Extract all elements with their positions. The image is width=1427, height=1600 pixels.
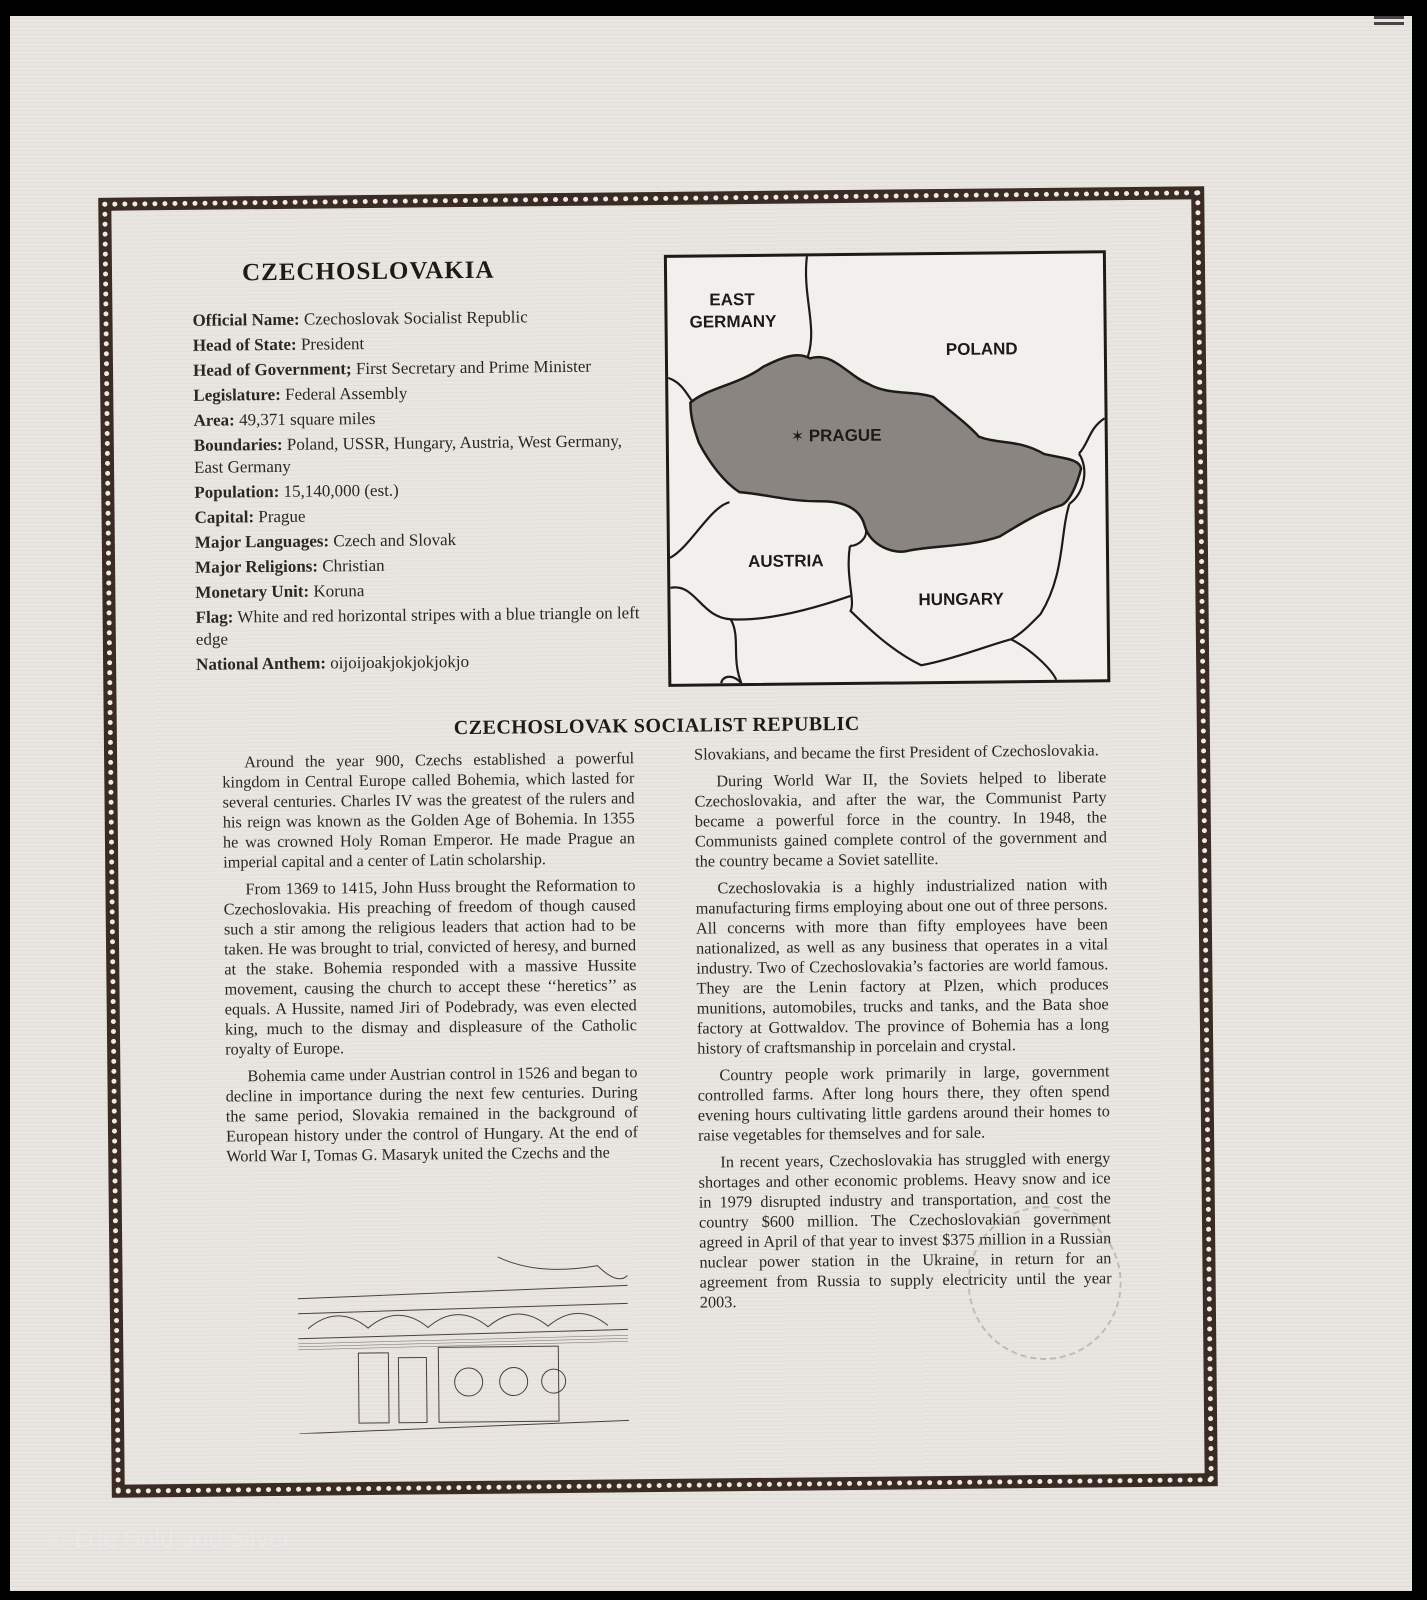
fact-label: Head of State: bbox=[192, 334, 297, 355]
paragraph: Slovakians, and became the first President of Czechoslovakia. bbox=[693, 740, 1099, 764]
fact-capital bbox=[194, 502, 644, 529]
fact-label: Major Religions: bbox=[194, 556, 319, 577]
fact-monetary-unit bbox=[195, 577, 645, 604]
fact-languages bbox=[195, 527, 645, 554]
corner-mark bbox=[1374, 16, 1404, 19]
paragraph: Country people work primarily in large, government controlled farms. After long hours there, they often spend evening hours cultivating little gardens around their homes to raise vegetables for themselves and for sale. bbox=[697, 1061, 1110, 1145]
paragraph: In recent years, Czechoslovakia has struggled with energy shortages and other economic problems. Heavy snow and ice in 1979 disrupted industry and transportation, and cost the country $600 million. The Czechoslovakian government agreed in April of that year to invest $375 million in a Russian nuclear power station in the Ukraine, in return for an agreement from Russia to supply electricity until the year 2003. bbox=[698, 1148, 1112, 1312]
map-label-hungary: HUNGARY bbox=[918, 589, 1004, 610]
certificate-sheet bbox=[10, 16, 1412, 1591]
fact-value: White and red horizontal stripes with a blue triangle on left edge bbox=[195, 603, 640, 649]
map-label-capital: PRAGUE bbox=[808, 425, 882, 446]
fact-value: 15,140,000 (est.) bbox=[283, 480, 399, 501]
text-column-left bbox=[222, 748, 638, 1173]
fact-label: Legislature: bbox=[193, 384, 281, 405]
fact-label: Major Languages: bbox=[194, 531, 330, 552]
map-label-austria: AUSTRIA bbox=[747, 551, 824, 572]
facts-list bbox=[192, 305, 646, 679]
embossed-seal bbox=[967, 1205, 1123, 1361]
fact-religions bbox=[195, 552, 645, 579]
corner-mark bbox=[1374, 22, 1404, 25]
paragraph: Bohemia came under Austrian control in 1526 and began to decline in importance during the next few centuries. During the same period, Slovakia remained in the background of European history under the control of Hungary. At the end of World War I, Tomas G. Masaryk united the Czechs and the bbox=[225, 1062, 639, 1166]
border-line bbox=[669, 502, 730, 558]
border-line bbox=[806, 256, 812, 356]
fact-anthem bbox=[196, 649, 646, 676]
map-label-east-germany: GERMANY bbox=[689, 311, 777, 332]
map-label-poland: POLAND bbox=[945, 339, 1018, 359]
fact-value: Poland, USSR, Hungary, Austria, West Germany, East Germany bbox=[193, 431, 623, 477]
fact-area bbox=[193, 405, 643, 432]
fact-label: Official Name: bbox=[192, 309, 300, 330]
fact-population bbox=[194, 477, 644, 504]
fact-label: Monetary Unit: bbox=[195, 581, 310, 602]
fact-label: Capital: bbox=[194, 507, 255, 527]
fact-head-of-state bbox=[193, 330, 643, 357]
fact-flag bbox=[196, 602, 646, 651]
fact-value: Czechoslovak Socialist Republic bbox=[303, 307, 528, 329]
fact-boundaries bbox=[194, 430, 644, 479]
fact-value: 49,371 square miles bbox=[238, 408, 376, 430]
fact-value: President bbox=[300, 334, 365, 354]
fact-official-name bbox=[192, 305, 642, 332]
fact-value: oijoijoakjokjokjokjo bbox=[330, 651, 470, 673]
map-label-east-germany: EAST bbox=[709, 289, 755, 310]
fact-label: Area: bbox=[193, 410, 235, 430]
paragraph: Around the year 900, Czechs established a powerful kingdom in Central Europe called Bohemia, which lasted for several centuries. Charles IV was the greatest of the rulers and his reign was known as the Golden Age of Bohemia. In 1355 he was crowned Holy Roman Emperor. He made Prague an imperial capital and a center of Latin scholarship. bbox=[222, 748, 636, 872]
paragraph: From 1369 to 1415, John Huss brought the Reformation to Czechoslovakia. His preaching of freedom of though caused such a stir among the religious leaders that action had to be taken. He was brought to trial, convicted of heresy, and burned at the stake. Bohemia responded with a massive Hussite movement, causing the church to accept these ‘‘heretics’’ as equals. A Hussite, named Jiri of Podebrady, was even elected king, much to the dismay and displeasure of the Catholic royalty of Europe. bbox=[223, 875, 638, 1059]
czechoslovakia-shape bbox=[690, 352, 1082, 554]
ornamental-frame bbox=[98, 186, 1218, 1498]
paragraph: During World War II, the Soviets helped to liberate Czechoslovakia, and after the war, the Communist Party became a powerful force in the country. In 1948, the Communists gained complete control of the government and the country became a Soviet satellite. bbox=[694, 767, 1108, 871]
fact-legislature bbox=[193, 380, 643, 407]
section-heading: CZECHOSLOVAK SOCIALIST REPUBLIC bbox=[453, 712, 860, 740]
map-svg bbox=[667, 253, 1107, 684]
border-line bbox=[1011, 639, 1056, 680]
border-line bbox=[670, 585, 850, 620]
fact-value: Czech and Slovak bbox=[333, 530, 457, 551]
fact-label: Boundaries: bbox=[193, 434, 283, 455]
fact-label: Head of Government; bbox=[192, 359, 352, 380]
border-line bbox=[850, 526, 867, 546]
fact-value: Federal Assembly bbox=[284, 383, 408, 404]
border-line bbox=[668, 378, 693, 403]
country-title: CZECHOSLOVAKIA bbox=[241, 256, 495, 287]
border-line bbox=[1079, 418, 1105, 453]
bridge-engraving-illustration bbox=[297, 1255, 629, 1433]
fact-head-of-government bbox=[193, 355, 643, 382]
fact-value: First Secretary and Prime Minister bbox=[355, 356, 592, 379]
fact-label: Population: bbox=[194, 481, 280, 502]
paragraph: Czechoslovakia is a highly industrialized nation with manufacturing firms employing about one out of three persons. All concerns with more than fifty employees have been nationalized, as well as any business that operates in a vital industry. Two of Czechoslovakia’s factories are world famous. They are the Lenin factory at Plzen, which produces munitions, automobiles, trucks and tanks, and the Bata shoe factory at Gottwaldov. The province of Bohemia has a long history of craftsmanship in porcelain and crystal. bbox=[695, 874, 1110, 1058]
fact-value: Prague bbox=[258, 506, 306, 527]
capital-star-icon: ✶ bbox=[790, 426, 805, 446]
fact-value: Koruna bbox=[313, 581, 365, 601]
copyright-watermark: © Erie Gold and Silver bbox=[45, 1528, 292, 1553]
border-line bbox=[731, 619, 742, 683]
fact-label: National Anthem: bbox=[196, 653, 327, 674]
fact-label: Flag: bbox=[195, 607, 234, 627]
country-map bbox=[664, 250, 1110, 687]
fact-value: Christian bbox=[322, 555, 385, 576]
